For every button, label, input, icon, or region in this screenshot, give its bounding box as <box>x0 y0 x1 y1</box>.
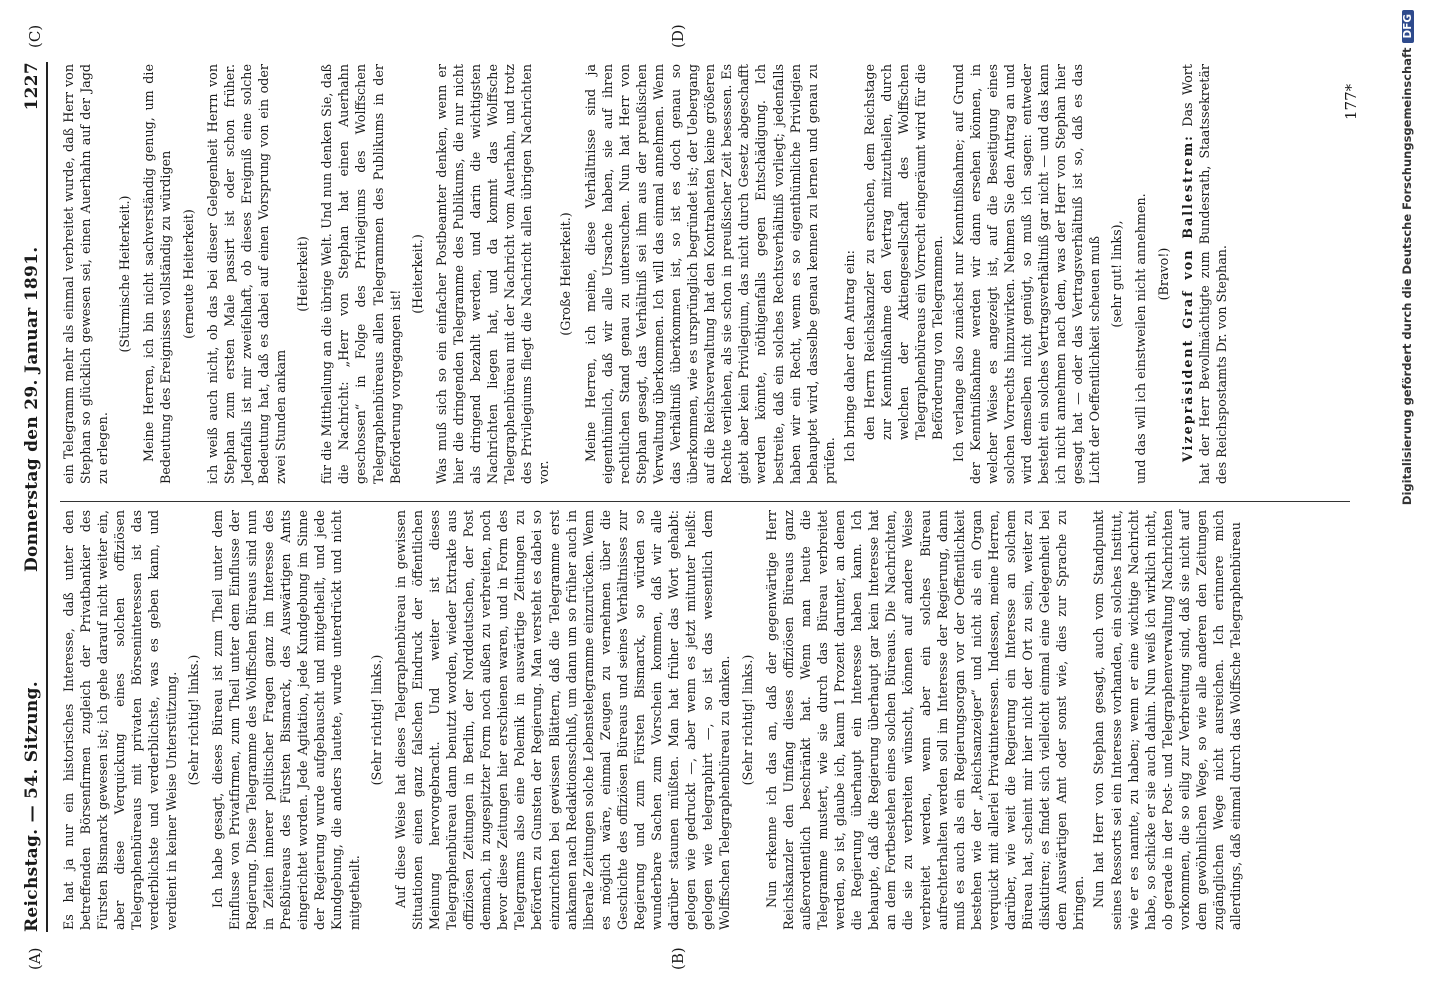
digitization-credit <box>1400 10 1422 880</box>
paragraph-text: Das Wort hat der Herr Bevollmächtigte zum Bundesrath, Staatssekretär des Reichspostamts Dr. von Stephan. <box>1179 64 1229 484</box>
paragraph-text: (Bravo!) <box>1155 247 1171 301</box>
paragraph <box>582 64 838 484</box>
paragraph-text: (erneute Heiterkeit) <box>180 209 196 339</box>
paragraph-text: (Große Heiterkeit.) <box>558 212 574 336</box>
right-margin <box>24 6 1394 54</box>
page-number: 1227 <box>22 62 42 111</box>
paragraph <box>204 64 289 484</box>
paragraph-text: (Heiterkeit) <box>295 236 311 312</box>
paragraph-text: Nun hat Herr von Stephan gesagt, auch vom Standpunkt seines Ressorts sei ein Interesse vorhanden, ein solches Institut, wie er es nannte, zu haben; wenn er eine wichtige Nachricht habe, so schicke er sie auch dahin. Nun weiß ich wirklich nicht, ob gerade in der Post- und Telegraphenverwaltung Nachrichten vorkommen, die so eilig zur Verbreitung sind, daß sie nicht auf dem gewöhnlichen Wege, so wie alle anderen den Zeitungen zugänglichen Wege nicht ausreichen. Ich erinnere mich allerdings, daß einmal durch das Wolffsche Telegraphenbüreau <box>1091 510 1244 930</box>
motion-text <box>861 64 946 484</box>
paragraph-text: Meine Herren, ich bin nicht sachverständig genug, um die Bedeutung des Ereignisses vollständig zu würdigen <box>141 64 174 484</box>
speaker-name: Vizepräsident Graf von Ballestrem: <box>1179 134 1195 462</box>
paragraph-text: (Stürmische Heiterkeit.) <box>117 195 133 353</box>
paragraph <box>318 64 403 484</box>
paragraph-text: ich weiß auch nicht, ob das bei dieser Gelegenheit Herrn von Stephan zum ersten Male passirt ist oder schon früher. Jedenfalls ist mir zweifelhaft, ob dieses Ereigniß eine solche Bedeutung hat, daß es dabei auf einen Vorsprung von ein oder zwei Stunden ankam <box>204 64 289 484</box>
margin-label-c: (C) <box>26 24 44 48</box>
paragraph-text: und das will ich einstweilen nicht annehmen. <box>1133 193 1149 484</box>
paragraph-text: Ich bringe daher den Antrag ein: <box>841 250 857 462</box>
left-text-column <box>60 510 1247 930</box>
margin-label-a: (A) <box>26 947 44 970</box>
paragraph-text: (Sehr richtig! links.) <box>368 654 384 786</box>
paragraph-text: Ich verlange also zunächst nur Kenntnißnahme; auf Grund der Kenntnißnahme werden wir dann ersehen können, in welcher Weise es angezeigt ist, auf die Beseitigung eines solchen Vorrechts hinzuwirken. Nehmen Sie den Antrag an und wird demselben nicht genügt, so muß ich sagen: entweder besteht ein solches Vertragsverhältniß gar nicht — und das kann ich nicht annehmen nach dem, was der Herr von Stephan hier gesagt hat — oder das Vertragsverhältniß ist so, daß es das Licht der Oeffentlichkeit scheuen muß <box>950 64 1103 484</box>
interjection <box>1155 64 1172 484</box>
margin-label-d: (D) <box>669 24 687 48</box>
paragraph <box>60 510 180 930</box>
paragraph-text: (Sehr richtig! links.) <box>185 654 201 786</box>
sheet-signature: 177* <box>1342 83 1360 120</box>
left-margin <box>24 928 1394 976</box>
paragraph-text: ein Telegramm mehr als einmal verbreitet wurde, daß Herr von Stephan so glücklich gewesen sei, einen Auerhahn auf der Jagd zu erlegen. <box>61 64 111 484</box>
paragraph <box>763 510 1088 930</box>
paragraph-text: (Heiterkeit.) <box>409 234 425 314</box>
paragraph <box>1090 510 1244 930</box>
paragraph <box>1132 64 1149 484</box>
paragraph-text: Nun erkenne ich das an, daß der gegenwärtige Herr Reichskanzler den Umfang dieses offiziösen Büreaus ganz außerordentlich beschränkt hat. Wenn man heute die Telegramme mustert, wie sie durch das Büreau verbreitet werden, so ist, glaube ich, kaum 1 Prozent darunter, an denen die Regierung überhaupt ein Interesse haben kann. Ich behaupte, daß die Regierung überhaupt gar kein Interesse hat an dem Fortbestehen eines solchen Büreaus. Die Nachrichten, die sie zu verbreiten wünscht, können auf andere Weise verbreitet werden, wenn aber ein solches Büreau aufrechterhalten werden soll im Interesse der Regierung, dann muß es auch als ein Regierungsorgan vor der Oeffentlichkeit bestehen wie der „Reichsanzeiger“ und nicht als ein Organ verquickt mit allerlei Privatinteressen. Indessen, meine Herren, darüber, wie weit die Regierung ein Interesse an solchem Büreau hat, scheint mir hier nicht der Ort zu sein, weiter zu diskutiren; es findet sich vielleicht einmal eine Gelegenheit bei dem Auswärtigen Amt oder sonst wie, dies zur Sprache zu bringen. <box>763 510 1087 930</box>
header-rule <box>46 62 48 932</box>
paragraph <box>950 64 1104 484</box>
interjection <box>180 64 197 484</box>
interjection <box>368 510 385 930</box>
interjection <box>409 64 426 484</box>
paragraph-text: Meine Herren, ich meine, diese Verhältnisse sind ja eigenthümlich, daß wir alle Ursache haben, sie auf ihren rechtlichen Stand genau zu untersuchen. Nun hat Herr von Stephan gesagt, das Verhältniß sei ihm aus der preußischen Verwaltung überkommen. Ich will das einmal annehmen. Wenn das Verhältniß überkommen ist, so ist es doch genau so überkommen, wie es ursprünglich begründet ist; der Uebergang auf die Reichsverwaltung hat den Kontrahenten keine größeren Rechte verliehen, als sie schon in preußischer Zeit besessen. Es giebt aber kein Privilegium, das nicht durch Gesetz abgeschafft werden könnte, nöthigenfalls gegen Entschädigung. Ich bestreite, daß ein solches Rechtsverhältniß vorliegt; jedenfalls haben wir ein Recht, wenn es so eigenthümliche Privilegien behauptet wird, dasselbe genau kennen zu lernen und genau zu prüfen. <box>582 64 837 484</box>
paragraph <box>60 64 111 484</box>
running-header <box>14 62 48 932</box>
paragraph <box>140 64 174 484</box>
paragraph <box>841 64 858 484</box>
header-date: Donnerstag den 29. Januar 1891. <box>22 246 42 572</box>
paragraph <box>392 510 734 930</box>
paragraph-text: Auf diese Weise hat dieses Telegraphenbüreau in gewissen Situationen einen ganz falschen Eindruck der öffentlichen Meinung hervorgebracht. Und weiter ist dieses Telegraphenbüreau dann benutzt worden, wieder Extrakte aus offiziösen Zeitungen in Berlin, der Norddeutschen, der Post demnach, in zugespitzter Form noch außen zu verbreiten, noch bevor diese Zeitungen hier erschienen waren, und in Form des Telegramms also eine Polemik in auswärtige Zeitungen zu befördern zu Gunsten der Regierung. Man versteht es dabei so einzurichten bei gewissen Blättern, daß die Telegramme erst ankamen nach Redaktionsschluß, um dann um so früher auch in liberale Zeitungen solche Lebenstelegramme einzurücken. Wenn es möglich wäre, einmal Zeugen zu vernehmen über die Geschichte des offiziösen Büreaus und seines Verhältnisses zur Regierung und zum Fürsten Bismarck, so würden so wunderbare Sachen zum Vorschein kommen, daß wir alle darüber staunen müßten. Man hat früher das Wort gehabt: gelogen wie gedruckt —, aber wenn es jetzt mitunter heißt: gelogen wie telegraphirt —, so ist das wesentlich dem Wolffschen Telegraphenbüreau zu danken. <box>392 510 733 930</box>
interjection <box>116 64 133 484</box>
interjection <box>185 510 202 930</box>
paragraph-text: Ich habe gesagt, dieses Büreau ist zum Theil unter dem Einflusse von Privatfirmen, zum Theil unter dem Einflusse der Regierung. Diese Telegramme des Wolffschen Büreaus sind nun in Zeiten innerer politischer Fragen ganz im Interesse des Preßbüreaus des Fürsten Bismarck, des Auswärtigen Amts eingerichtet worden. Jede Agitation, jede Kundgebung im Sinne der Regierung wurde aufgebauscht und mitgetheilt, und jede Kundgebung, die anders lautete, wurde unterdrückt und nicht mitgetheilt. <box>209 510 362 930</box>
paragraph-text: den Herrn Reichskanzler zu ersuchen, dem Reichstage zur Kenntnißnahme den Vertrag mitzutheilen, durch welchen der Aktiengesellschaft des Wolffschen Telegraphenbüreaus ein Vorrecht eingeräumt wird für die Beförderung von Telegrammen. <box>862 64 946 440</box>
interjection <box>1108 64 1125 484</box>
paragraph-text: für die Mittheilung an die übrige Welt. Und nun denken Sie, daß die Nachricht: „Herr von Stephan hat einen Auerhahn geschossen“ in Folge des Privilegiums des Wolffschen Telegraphenbüreaus allen Telegrammen des Publikums in der Beförderung vorgegangen ist! <box>319 64 403 484</box>
column-divider <box>60 501 1350 502</box>
interjection <box>557 64 574 484</box>
digitization-note: Digitalisierung gefördert durch die Deutsche Forschungsgemeinschaft <box>1400 47 1414 506</box>
header-session: Reichstag. — 54. Sitzung. <box>22 681 42 932</box>
right-text-column <box>60 64 1233 484</box>
margin-label-b: (B) <box>669 947 687 970</box>
paragraph-text: Es hat ja nur ein historisches Interesse, daß unter den betreffenden Börsenfirmen zugleich der Privatbankier des Fürsten Bismarck gewesen ist; ich gehe darauf nicht weiter ein, aber diese Verquickung eines solchen offiziösen Telegraphenbüreaus mit privaten Börseninteressen ist das verderblichste und verderblichste, was es geben kann, und verdient in keiner Weise Unterstützung. <box>61 510 179 930</box>
paragraph <box>433 64 553 484</box>
paragraph <box>1179 64 1230 484</box>
interjection <box>294 64 311 484</box>
paragraph-text: (sehr gut! links), <box>1109 220 1125 328</box>
paragraph <box>209 510 363 930</box>
dfg-logo: DFG <box>1402 10 1414 43</box>
interjection <box>739 510 756 930</box>
paragraph-text: Was muß sich so ein einfacher Postbeamter denken, wenn er hier die dringenden Telegramme des Publikums, die nur nicht als dringend bezahlt werden, und darin die wichtigsten Nachrichten liegen hat, und da kommt das Wolffsche Telegraphenbüreau mit der Nachricht vom Auerhahn, und trotz des Privilegiums fliegt die Nachricht allen übrigen Nachrichten vor. <box>433 64 552 484</box>
paragraph-text: (Sehr richtig! links.) <box>739 654 755 786</box>
